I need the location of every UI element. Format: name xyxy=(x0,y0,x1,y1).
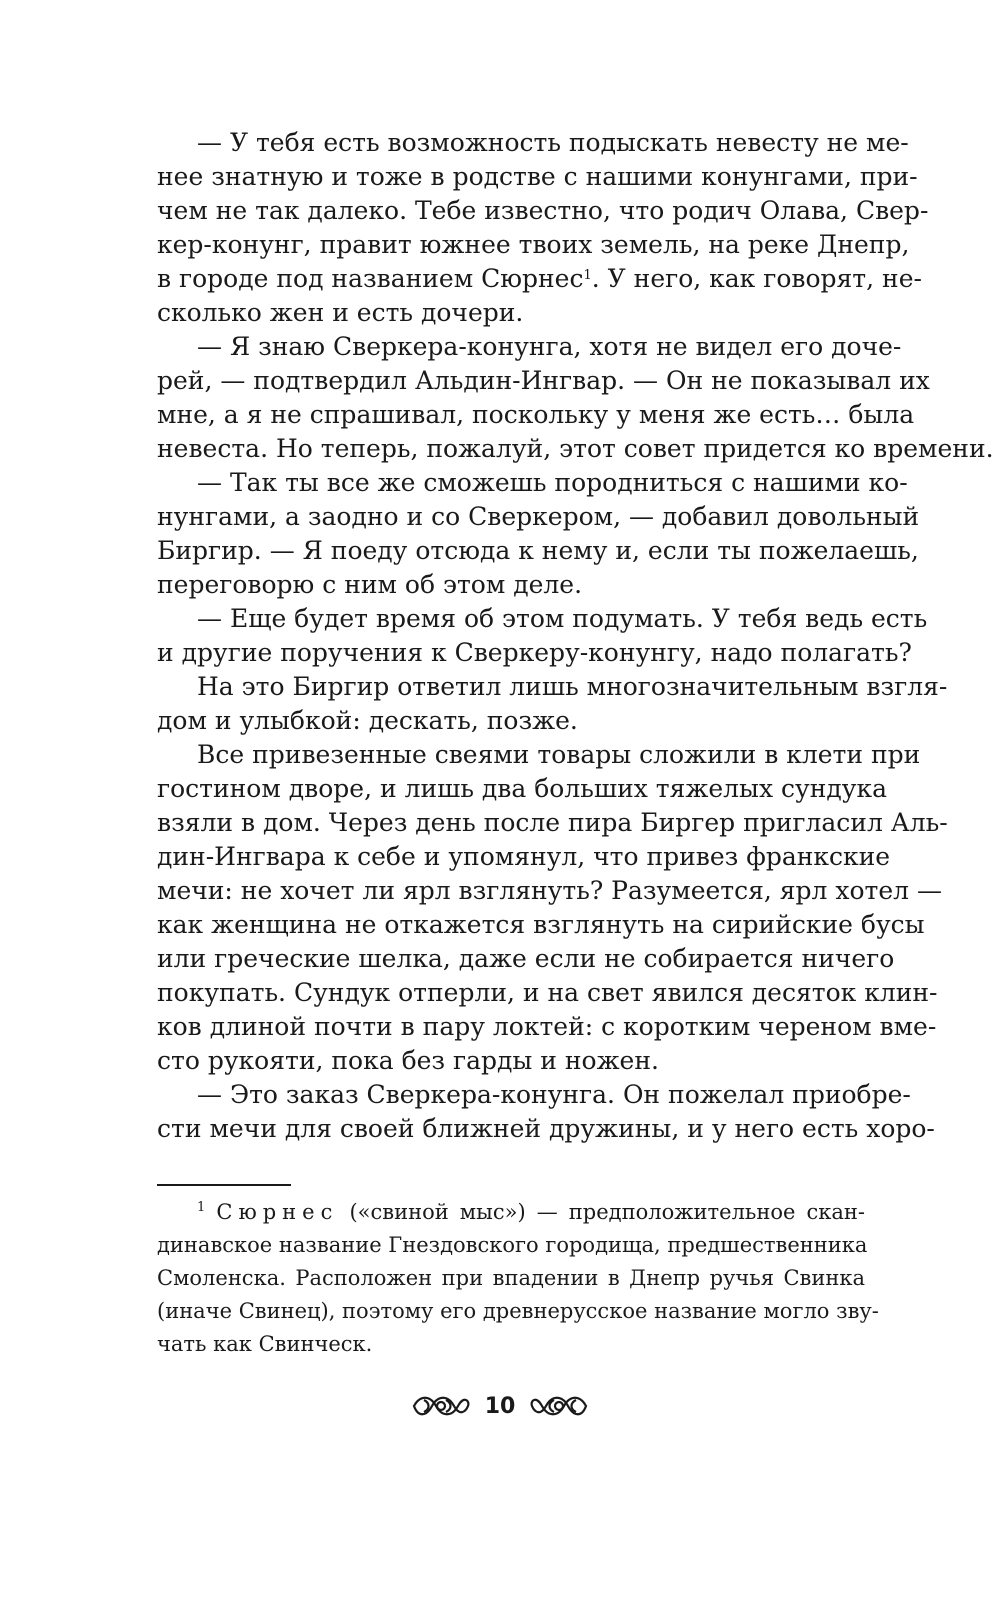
body-text xyxy=(157,126,994,1146)
footnote-line: (иначе Свинец), поэтому его древнерусское название могло зву- xyxy=(157,1299,879,1323)
text-line: — Еще будет время об этом подумать. У тебя ведь есть xyxy=(197,604,928,633)
text-line: мечи: не хочет ли ярл взглянуть? Разумеется, ярл хотел — xyxy=(157,876,942,905)
footnote-first-line xyxy=(157,1196,865,1229)
page-body xyxy=(157,126,994,1146)
footnote-line: динавское название Гнездовского городища, предшественника xyxy=(157,1233,868,1257)
text-line: дом и улыбкой: дескать, позже. xyxy=(157,706,578,735)
footnote-line: Смоленска. Расположен при впадении в Днепр ручья Свинка xyxy=(157,1266,865,1290)
page-folio xyxy=(0,1386,1000,1426)
text-segment: в городе под названием Сюрнес xyxy=(157,264,584,293)
text-line: — У тебя есть возможность подыскать невесту не ме- xyxy=(197,128,909,157)
text-segment: . У него, как говорят, не- xyxy=(591,264,922,293)
text-line: — Это заказ Сверкера-конунга. Он пожелал приобре- xyxy=(197,1080,911,1109)
text-line: переговорю с ним об этом деле. xyxy=(157,570,583,599)
text-line: как женщина не откажется взглянуть на сирийские бусы xyxy=(157,910,925,939)
text-line: дин-Ингвара к себе и упомянул, что привез франкские xyxy=(157,842,891,871)
text-line: — Я знаю Сверкера-конунга, хотя не видел его доче- xyxy=(197,332,902,361)
text-line: — Так ты все же сможешь породниться с нашими ко- xyxy=(197,468,908,497)
footnote-mark: 1 xyxy=(197,1200,206,1215)
footnote xyxy=(157,1196,879,1361)
footnote-separator xyxy=(157,1184,291,1186)
footnote-last-line: чать как Свинческ. xyxy=(157,1332,373,1356)
text-line: мне, а я не спрашивал, поскольку у меня же есть… была xyxy=(157,400,915,429)
text-line: рей, — подтвердил Альдин-Ингвар. — Он не показывал их xyxy=(157,366,930,395)
text-line: взяли в дом. Через день после пира Биргер пригласил Аль- xyxy=(157,808,948,837)
text-line: невеста. Но теперь, пожалуй, этот совет придется ко времени. xyxy=(157,434,994,463)
text-line: На это Биргир ответил лишь многозначительным взгля- xyxy=(197,672,948,701)
text-line: кер-конунг, правит южнее твоих земель, на реке Днепр, xyxy=(157,230,910,259)
knot-ornament-right-icon xyxy=(528,1391,590,1421)
text-line: сти мечи для своей ближней дружины, и у него есть хоро- xyxy=(157,1114,935,1143)
page-number: 10 xyxy=(484,1393,516,1419)
text-line: сто рукояти, пока без гарды и ножен. xyxy=(157,1046,659,1075)
text-line: нее знатную и тоже в родстве с нашими конунгами, при- xyxy=(157,162,918,191)
footnote-first-line-rest: («свиной мыс») — предположительное скан- xyxy=(349,1200,865,1224)
text-line: Биргир. — Я поеду отсюда к нему и, если ты пожелаешь, xyxy=(157,536,919,565)
text-line: нунгами, а заодно и со Сверкером, — добавил довольный xyxy=(157,502,920,531)
text-line: чем не так далеко. Тебе известно, что родич Олава, Свер- xyxy=(157,196,929,225)
footnote-term: Сюрнес xyxy=(216,1200,339,1224)
text-line: и другие поручения к Сверкеру-конунгу, надо полагать? xyxy=(157,638,912,667)
text-line: или греческие шелка, даже если не собирается ничего xyxy=(157,944,895,973)
text-line: Все привезенные свеями товары сложили в клети при xyxy=(197,740,921,769)
text-line xyxy=(157,262,922,296)
text-line: ков длиной почти в пару локтей: с коротким череном вме- xyxy=(157,1012,937,1041)
text-line: сколько жен и есть дочери. xyxy=(157,298,524,327)
text-line: гостином дворе, и лишь два больших тяжелых сундука xyxy=(157,774,888,803)
text-line: покупать. Сундук отперли, и на свет явился десяток клин- xyxy=(157,978,938,1007)
knot-ornament-left-icon xyxy=(410,1391,472,1421)
footnote-reference[interactable]: 1 xyxy=(583,268,592,283)
